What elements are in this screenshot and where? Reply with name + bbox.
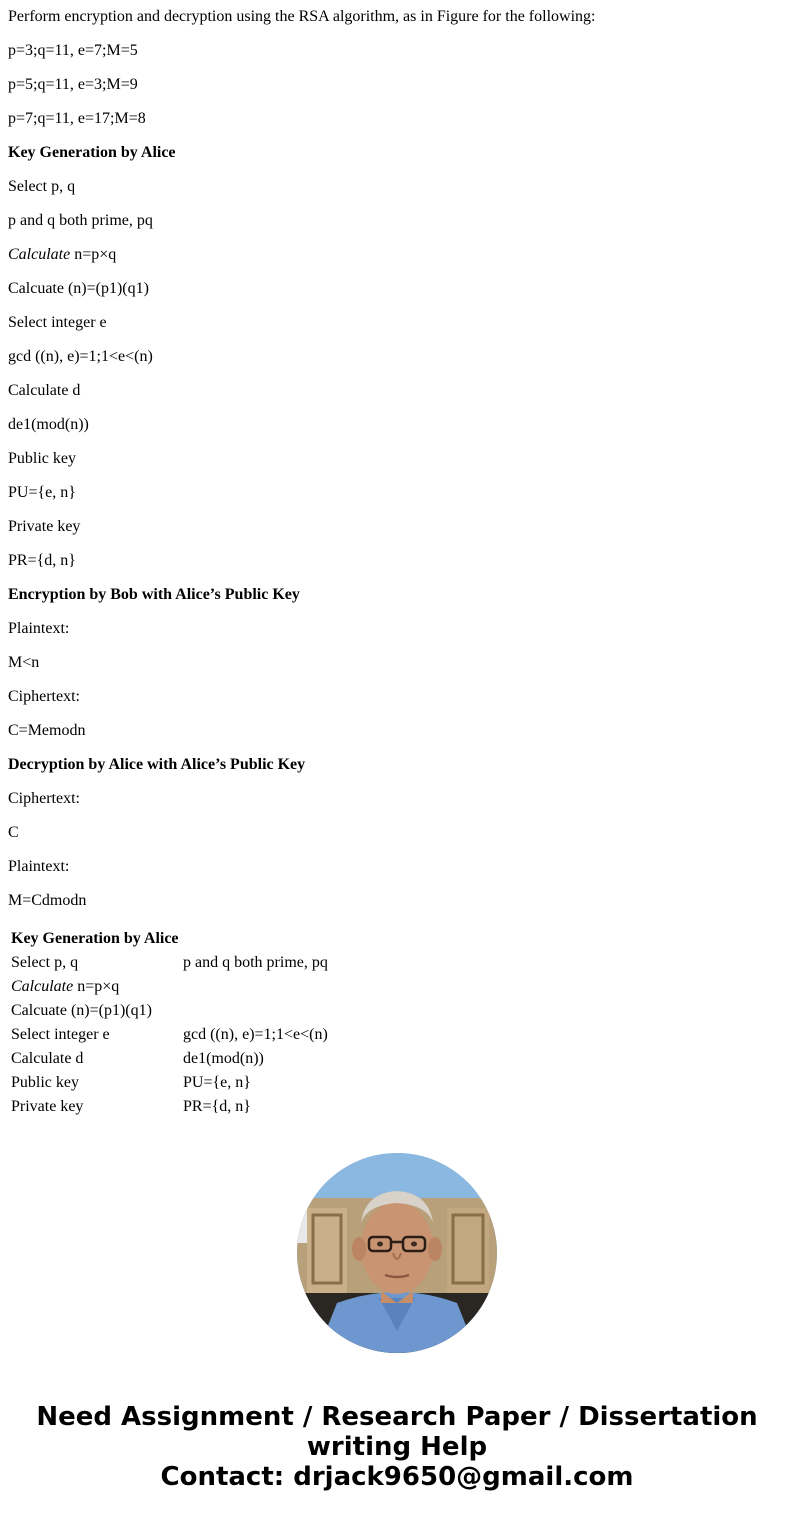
problem-1: p=3;q=11, e=7;M=5: [8, 42, 138, 59]
step-calculate-d: Calculate d: [8, 382, 81, 399]
table-cell: PR={d, n}: [183, 1098, 251, 1115]
table-row: [10, 1096, 344, 1118]
footer-contact: Contact: drjack9650@gmail.com: [160, 1462, 634, 1492]
dec-ciphertext-label: Ciphertext:: [8, 790, 80, 807]
step-d-formula: de1(mod(n)): [8, 416, 89, 433]
table-row: [10, 952, 344, 974]
table-cell: [182, 976, 344, 998]
table-cell: Public key: [11, 1074, 79, 1091]
table-cell: Select integer e: [11, 1026, 110, 1043]
step-calculate-n: [8, 246, 786, 264]
dec-plaintext-value: M=Cdmodn: [8, 892, 87, 909]
problem-2: p=5;q=11, e=3;M=9: [8, 76, 138, 93]
table-cell: Calcuate (n)=(p1)(q1): [11, 1002, 152, 1019]
table-row: [10, 1072, 344, 1094]
heading-key-generation: Key Generation by Alice: [8, 144, 176, 161]
heading-decryption: Decryption by Alice with Alice’s Public Key: [8, 756, 306, 773]
calculate-formula: n=p×q: [73, 978, 120, 995]
table-cell: Calculate d: [11, 1050, 84, 1067]
footer-banner: [0, 1402, 794, 1492]
table-row: [10, 976, 344, 998]
step-public-key-value: PU={e, n}: [8, 484, 76, 501]
enc-ciphertext-value: C=Memodn: [8, 722, 86, 739]
table-cell: [182, 1000, 344, 1022]
footer-line-2: writing Help: [306, 1432, 488, 1462]
footer-line-1: Need Assignment / Research Paper / Dissertation: [36, 1402, 758, 1432]
author-avatar: [297, 1153, 497, 1353]
dec-plaintext-label: Plaintext:: [8, 858, 70, 875]
step-public-key-label: Public key: [8, 450, 76, 467]
avatar-portrait: [297, 1153, 497, 1353]
step-select-e: Select integer e: [8, 314, 107, 331]
step-pq-prime: p and q both prime, pq: [8, 212, 153, 229]
table-cell: Select p, q: [11, 954, 79, 971]
document-body: [8, 8, 786, 926]
enc-plaintext-label: Plaintext:: [8, 620, 70, 637]
calculate-italic: Calculate: [11, 978, 74, 995]
key-generation-table: [8, 926, 346, 1120]
table-cell: [10, 976, 180, 998]
table-row: [10, 1048, 344, 1070]
table-cell: p and q both prime, pq: [183, 954, 328, 971]
enc-plaintext-value: M<n: [8, 654, 40, 671]
table-row: [10, 1000, 344, 1022]
table-cell: PU={e, n}: [183, 1074, 251, 1091]
enc-ciphertext-label: Ciphertext:: [8, 688, 80, 705]
table-title: Key Generation by Alice: [11, 930, 179, 947]
dec-ciphertext-value: C: [8, 824, 19, 841]
step-select-pq: Select p, q: [8, 178, 76, 195]
table-row: [10, 928, 344, 950]
heading-encryption: Encryption by Bob with Alice’s Public Key: [8, 586, 300, 603]
step-private-key-label: Private key: [8, 518, 81, 535]
table-row: [10, 1024, 344, 1046]
problem-3: p=7;q=11, e=17;M=8: [8, 110, 146, 127]
calculate-italic: Calculate: [8, 246, 71, 263]
table-cell: Private key: [11, 1098, 84, 1115]
intro-paragraph: Perform encryption and decryption using the RSA algorithm, as in Figure for the following:: [8, 8, 596, 25]
step-gcd: gcd ((n), e)=1;1<e<(n): [8, 348, 153, 365]
calculate-formula: n=p×q: [70, 246, 117, 263]
step-calculate-phi: Calcuate (n)=(p1)(q1): [8, 280, 149, 297]
table-cell: gcd ((n), e)=1;1<e<(n): [183, 1026, 328, 1043]
step-private-key-value: PR={d, n}: [8, 552, 76, 569]
table-cell: de1(mod(n)): [183, 1050, 264, 1067]
